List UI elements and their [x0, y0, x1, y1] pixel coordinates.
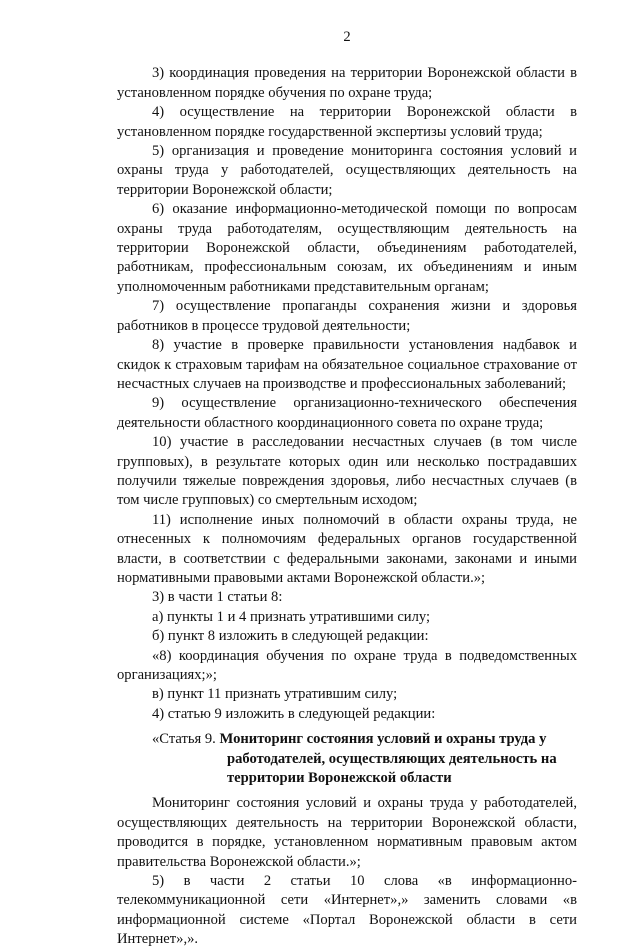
paragraph-item-9: 9) осуществление организационно-технического обеспечения деятельности областного координационного совета по охране труда; [117, 395, 577, 431]
amendment-subitem-v: в) пункт 11 признать утратившим силу; [152, 686, 398, 703]
article-9-heading [117, 730, 577, 788]
document-page [117, 28, 577, 950]
amendment-quoted-item-8: «8) координация обучения по охране труда в подведомственных организациях;»; [117, 647, 577, 683]
paragraph-item-11: 11) исполнение иных полномочий в области охраны труда, не отнесенных к полномочиям федеральных органов государственной власти, в соответствии с федеральными законами, законами и иными нормативными правовыми актами Воронежской области.»; [117, 511, 577, 586]
article-title-line-1: Мониторинг состояния условий и охраны труда у [219, 731, 547, 748]
article-title-line-3: территории Воронежской области [227, 770, 452, 787]
paragraph-item-3: 3) координация проведения на территории Воронежской области в установленном порядке обучения по охране труда; [117, 65, 577, 101]
paragraph-item-4: 4) осуществление на территории Воронежской области в установленном порядке государственной экспертизы условий труда; [117, 104, 577, 140]
amendment-subitem-a: а) пункты 1 и 4 признать утратившими силу; [152, 608, 431, 625]
amendment-article-10: 5) в части 2 статьи 10 слова «в информационно-телекоммуникационной сети «Интернет»,» заменить словами «в информационной системе «Портал Воронежской области в сети Интернет»,». [117, 873, 577, 948]
amendment-article-9: 4) статью 9 изложить в следующей редакции: [152, 705, 436, 722]
paragraph-item-8: 8) участие в проверке правильности установления надбавок и скидок к страховым тарифам на обязательное социальное страхование от несчастных случаев на производстве и профессиональных заболеваний; [117, 337, 577, 392]
amendment-subitem-b: б) пункт 8 изложить в следующей редакции: [152, 628, 429, 645]
page-number: 2 [343, 29, 351, 45]
article-9-body: Мониторинг состояния условий и охраны труда у работодателей, осуществляющих деятельность на территории Воронежской области, проводится в порядке, установленном нормативным правовым актом правительства Воронежской области.»; [117, 795, 577, 870]
paragraph-item-6: 6) оказание информационно-методической помощи по вопросам охраны труда работодателям, осуществляющим деятельность на территории Воронежской области, объединениям работодателей, работникам, профессиональным союзам, их объединениям и иным уполномоченным работниками представительным органам; [117, 201, 577, 295]
paragraph-item-10: 10) участие в расследовании несчастных случаев (в том числе групповых), в результате которых один или несколько пострадавших получили тяжелые повреждения здоровья, либо несчастных случаев (в том числе групповых) со смертельным исходом; [117, 434, 577, 509]
article-label: «Статья 9. [152, 731, 216, 748]
article-title-line-2: работодателей, осуществляющих деятельность на [227, 750, 557, 767]
paragraph-item-7: 7) осуществление пропаганды сохранения жизни и здоровья работников в процессе трудовой деятельности; [117, 298, 577, 334]
paragraph-item-5: 5) организация и проведение мониторинга состояния условий и охраны труда у работодателей, осуществляющих деятельность на территории Воронежской области; [117, 143, 577, 198]
amendment-part-1-article-8: 3) в части 1 статьи 8: [152, 589, 283, 606]
